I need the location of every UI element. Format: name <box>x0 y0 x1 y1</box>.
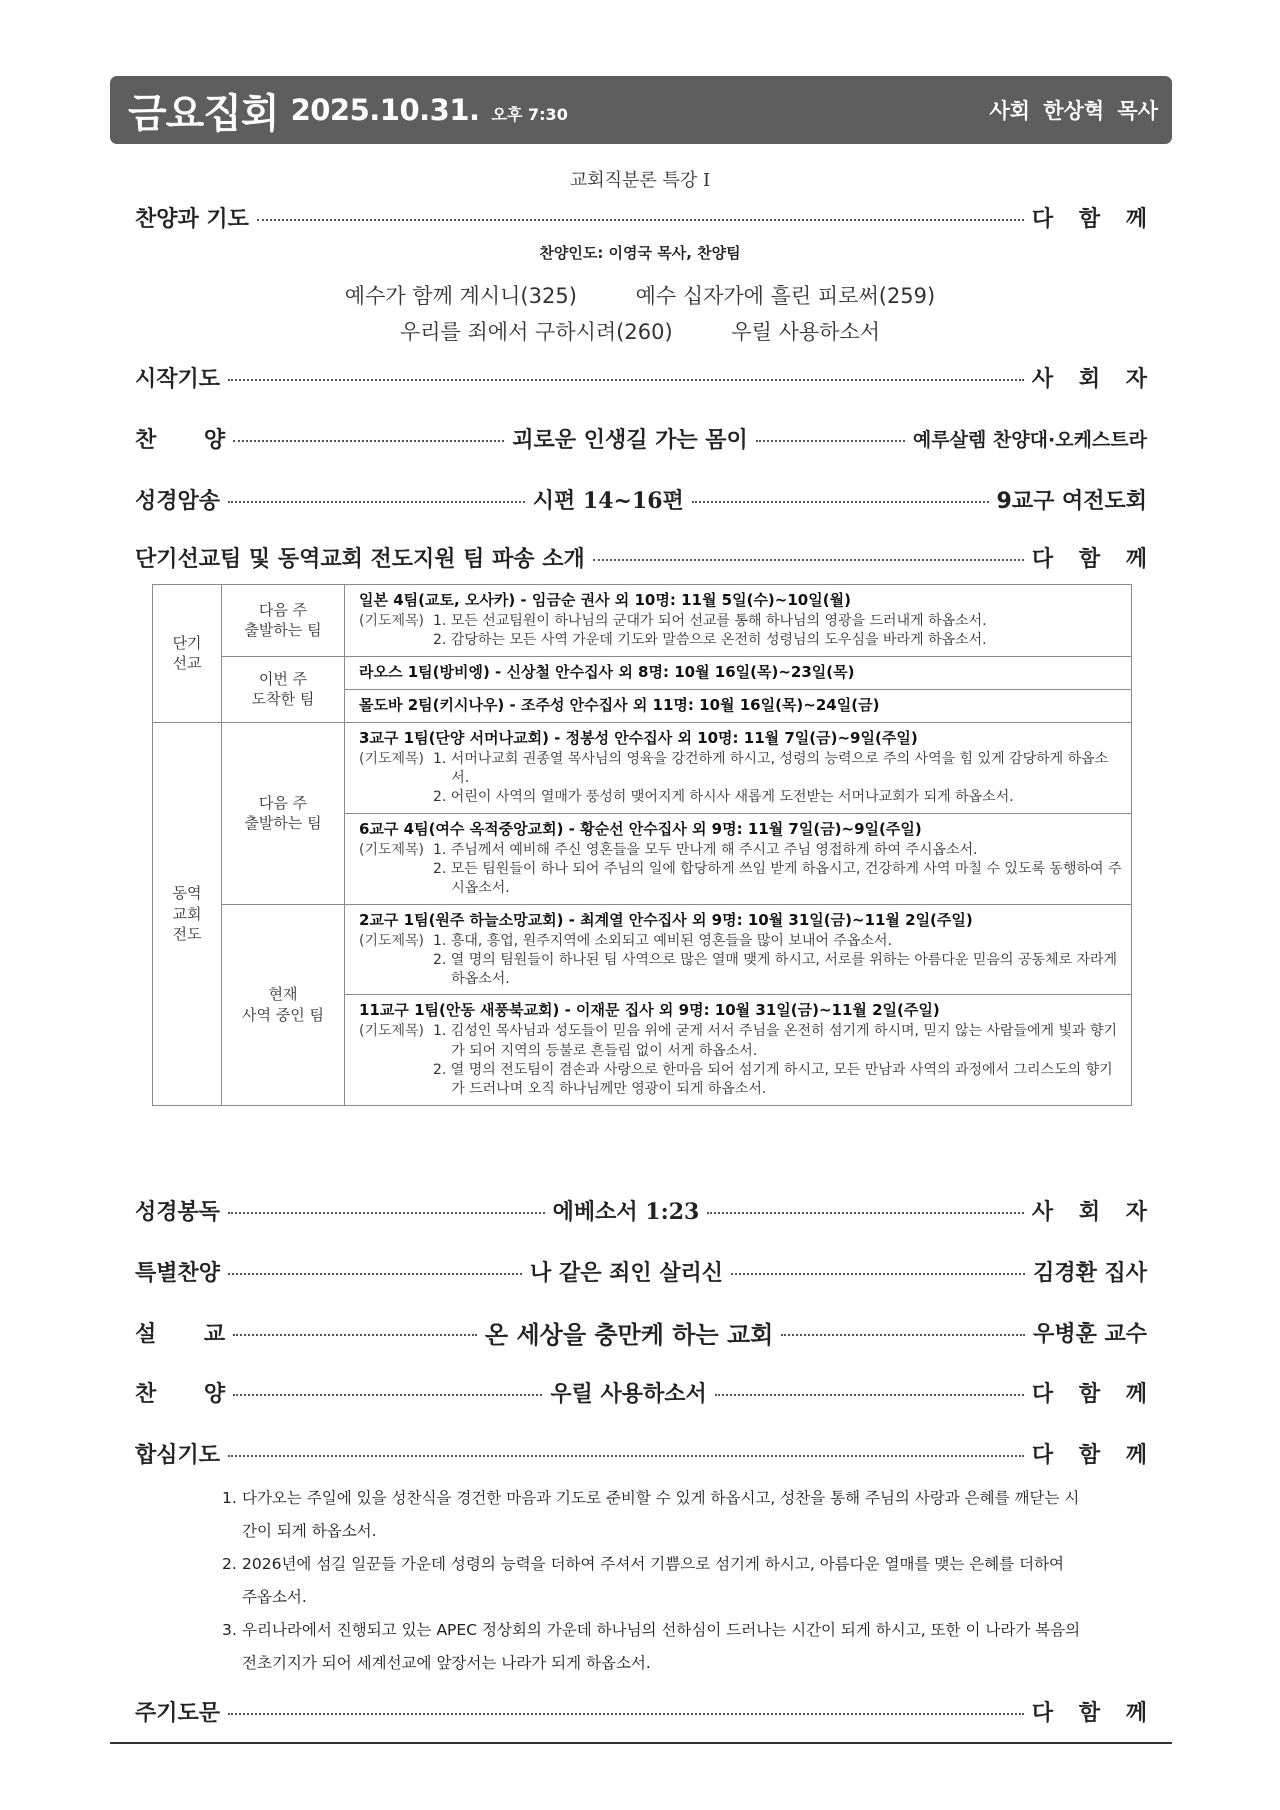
praise-leaders: 찬양인도: 이영국 목사, 찬양팀 <box>539 244 741 262</box>
table-row <box>153 722 1132 813</box>
dot-leader <box>228 1455 1024 1457</box>
hymn-list-line-1 <box>0 280 1280 310</box>
team-title: 3교구 1팀(단양 서머나교회) - 정봉성 안수집사 외 10명: 11월 7일(금)~9일(주일) <box>359 728 918 747</box>
category-short-term: 단기 선교 <box>153 585 222 723</box>
mission-teams-table <box>152 584 1132 1106</box>
prayer-label: (기도제목) <box>359 841 425 858</box>
subcategory-departing: 다음 주 출발하는 팀 <box>222 722 345 904</box>
order-right: 다 함 께 <box>1031 546 1156 572</box>
dot-leader <box>228 1713 1024 1715</box>
subcategory-arrived: 이번 주 도착한 팀 <box>222 656 345 722</box>
subcategory-departing: 다음 주 출발하는 팀 <box>222 585 345 657</box>
order-label: 찬양과 기도 <box>135 206 249 232</box>
order-label: 성경봉독 <box>135 1199 221 1225</box>
dot-leader <box>228 1212 545 1214</box>
prayer-item: 1. 김성인 목사님과 성도들이 믿음 위에 굳게 서서 주님을 온전히 섬기게 하시며, 믿지 않는 사람들에게 빛과 향기가 되어 지역의 등불로 흔들림 없이 서게 하옵소서. <box>433 1023 1118 1059</box>
team-title: 일본 4팀(교토, 오사카) - 임금순 권사 외 10명: 11월 5일(수)~10일(월) <box>359 591 851 609</box>
prayer-label: (기도제목) <box>359 613 425 629</box>
order-middle: 시편 14~16편 <box>532 487 684 514</box>
list-item: 2. 2026년에 섬길 일꾼들 가운데 성령의 능력을 더하여 주셔서 기쁨으로 섬기게 하시고, 아름다운 열매를 맺는 은혜를 더하여 주옵소서. <box>222 1555 1065 1606</box>
table-row <box>153 656 1132 689</box>
dot-leader <box>781 1334 1025 1336</box>
order-right: 다 함 께 <box>1031 206 1156 232</box>
bottom-divider <box>110 1742 1172 1744</box>
header-bar <box>110 76 1172 144</box>
team-detail <box>345 904 1132 995</box>
team-detail <box>345 656 1132 689</box>
order-label: 설 교 <box>135 1321 226 1347</box>
order-right: 다 함 께 <box>1031 1381 1156 1407</box>
order-row-closing-praise <box>135 1375 1156 1409</box>
order-label: 특별찬양 <box>135 1260 221 1286</box>
dot-leader <box>257 219 1024 221</box>
order-label: 합심기도 <box>135 1442 221 1468</box>
hymn-item: 우릴 사용하소서 <box>731 320 881 344</box>
hymn-item: 예수가 함께 계시니(325) <box>344 284 577 308</box>
team-title: 몰도바 2팀(키시나우) - 조주성 안수집사 외 11명: 10월 16일(목)~24일(금) <box>359 695 880 714</box>
dot-leader <box>233 1334 477 1336</box>
order-middle: 괴로운 인생길 가는 몸이 <box>512 427 748 453</box>
host-label: 사회 <box>989 99 1030 123</box>
order-row-praise-prayer <box>135 200 1156 234</box>
order-right: 사 회 자 <box>1031 1199 1156 1225</box>
dot-leader <box>756 440 905 442</box>
host-info <box>989 95 1158 125</box>
team-title: 6교구 4팀(여수 옥적중앙교회) - 황순선 안수집사 외 9명: 11월 7일(금)~9일(주일) <box>359 819 922 838</box>
table-row <box>153 904 1132 995</box>
table-row <box>153 585 1132 657</box>
dot-leader <box>228 379 1024 381</box>
prayer-item: 1. 서머나교회 권종열 목사님의 영육을 강건하게 하시고, 성령의 능력으로 주의 사역을 힘 있게 감당하게 하옵소서. <box>433 750 1109 786</box>
order-middle: 온 세상을 충만케 하는 교회 <box>484 1320 774 1349</box>
team-detail <box>345 689 1132 722</box>
order-row-special-praise <box>135 1254 1147 1288</box>
prayer-item: 2. 어린이 사역의 열매가 풍성히 맺어지게 하시사 새롭게 도전받는 서머나교회가 되게 하옵소서. <box>433 789 1014 806</box>
dot-leader <box>228 501 525 503</box>
list-item: 1. 다가오는 주일에 있을 성찬식을 경건한 마음과 기도로 준비할 수 있게 하옵시고, 성찬을 통해 주님의 사랑과 은혜를 깨닫는 시간이 되게 하옵소서. <box>222 1489 1080 1540</box>
order-right: 다 함 께 <box>1031 1700 1156 1726</box>
subcategory-current: 현재 사역 중인 팀 <box>222 904 345 1105</box>
dot-leader <box>593 559 1024 561</box>
dot-leader <box>233 1394 542 1396</box>
order-middle: 나 같은 죄인 살리신 <box>530 1260 724 1286</box>
service-title: 금요집회 <box>128 90 279 137</box>
dot-leader <box>731 1273 1025 1275</box>
service-date: 2025.10.31. <box>290 93 480 127</box>
hymn-item: 우리를 죄에서 구하시려(260) <box>399 320 673 344</box>
prayer-item: 2. 열 명의 전도팀이 겸손과 사랑으로 한마음 되어 섬기게 하시고, 모든 만남과 사역의 과정에서 그리스도의 향기가 드러나며 오직 하나님께만 영광이 되게 하옵소서. <box>433 1062 1113 1098</box>
team-title: 라오스 1팀(방비엥) - 신상철 안수집사 외 8명: 10월 16일(목)~23일(목) <box>359 662 855 681</box>
unison-prayer-list <box>222 1482 1082 1680</box>
prayer-item: 2. 모든 팀원들이 하나 되어 주님의 일에 합당하게 쓰임 받게 하옵시고, 건강하게 사역 마칠 수 있도록 동행하여 주시옵소서. <box>433 860 1122 897</box>
order-right: 다 함 께 <box>1031 1442 1156 1468</box>
prayer-item: 1. 주님께서 예비해 주신 영혼들을 모두 만나게 해 주시고 주님 영접하게 하여 주시옵소서. <box>433 841 978 858</box>
order-middle: 우릴 사용하소서 <box>550 1381 707 1407</box>
team-detail <box>345 722 1132 813</box>
team-detail <box>345 813 1132 904</box>
dot-leader <box>228 1273 522 1275</box>
prayer-item: 1. 흥대, 흥업, 원주지역에 소외되고 예비된 영혼들을 많이 보내어 주옵소서. <box>433 932 892 949</box>
order-right: 예루살렘 찬양대·오케스트라 <box>912 428 1147 451</box>
dot-leader <box>233 440 504 442</box>
order-label: 주기도문 <box>135 1700 221 1726</box>
team-title: 2교구 1팀(원주 하늘소망교회) - 최계열 안수집사 외 9명: 10월 31일(금)~11월 2일(주일) <box>359 910 973 929</box>
team-title: 11교구 1팀(안동 새풍북교회) - 이재문 집사 외 9명: 10월 31일(금)~11월 2일(주일) <box>359 1001 940 1020</box>
lecture-subtitle: 교회직분론 특강 I <box>569 170 711 191</box>
order-label: 찬 양 <box>135 1381 226 1407</box>
order-middle: 에베소서 1:23 <box>552 1198 700 1225</box>
order-row-dispatch <box>135 540 1156 574</box>
order-row-recitation <box>135 482 1147 516</box>
team-detail <box>345 995 1132 1105</box>
order-row-anthem <box>135 421 1147 455</box>
order-right: 김경환 집사 <box>1033 1260 1147 1286</box>
category-partner: 동역 교회 전도 <box>153 722 222 1105</box>
order-label: 시작기도 <box>135 366 221 392</box>
host-name: 한상혁 목사 <box>1043 99 1158 123</box>
dot-leader <box>692 501 989 503</box>
prayer-item: 2. 감당하는 모든 사역 가운데 기도와 말씀으로 온전히 성령님의 도우심을 바라게 하옵소서. <box>433 632 987 649</box>
order-label: 성경암송 <box>135 488 221 514</box>
order-row-sermon <box>135 1315 1147 1349</box>
prayer-item: 2. 열 명의 팀원들이 하나된 팀 사역으로 많은 열매 맺게 하시고, 서로를 위하는 아름다운 믿음의 공동체로 자라게 하옵소서. <box>433 951 1118 988</box>
order-row-unison-prayer <box>135 1436 1156 1470</box>
order-label: 단기선교팀 및 동역교회 전도지원 팀 파송 소개 <box>135 546 585 572</box>
order-label: 찬 양 <box>135 427 226 453</box>
service-time: 오후 7:30 <box>491 104 568 124</box>
order-right: 사 회 자 <box>1031 366 1156 392</box>
prayer-label: (기도제목) <box>359 932 425 949</box>
order-right: 9교구 여전도회 <box>996 488 1147 514</box>
prayer-label: (기도제목) <box>359 750 425 767</box>
order-row-opening-prayer <box>135 360 1156 394</box>
hymn-list-line-2 <box>0 316 1280 346</box>
order-row-reading <box>135 1193 1156 1227</box>
hymn-item: 예수 십자가에 흘린 피로써(259) <box>635 284 936 308</box>
order-row-lords-prayer <box>135 1694 1156 1728</box>
dot-leader <box>707 1212 1024 1214</box>
list-item: 3. 우리나라에서 진행되고 있는 APEC 정상회의 가운데 하나님의 선하심이 드러나는 시간이 되게 하시고, 또한 이 나라가 복음의 전초기지가 되어 세계선교에 앞장서는 나라가 되게 하옵소서. <box>222 1621 1081 1672</box>
team-detail <box>345 585 1132 657</box>
order-right: 우병훈 교수 <box>1033 1321 1148 1347</box>
prayer-label: (기도제목) <box>359 1023 425 1040</box>
dot-leader <box>715 1394 1024 1396</box>
prayer-item: 1. 모든 선교팀원이 하나님의 군대가 되어 선교를 통해 하나님의 영광을 드러내게 하옵소서. <box>433 613 987 629</box>
